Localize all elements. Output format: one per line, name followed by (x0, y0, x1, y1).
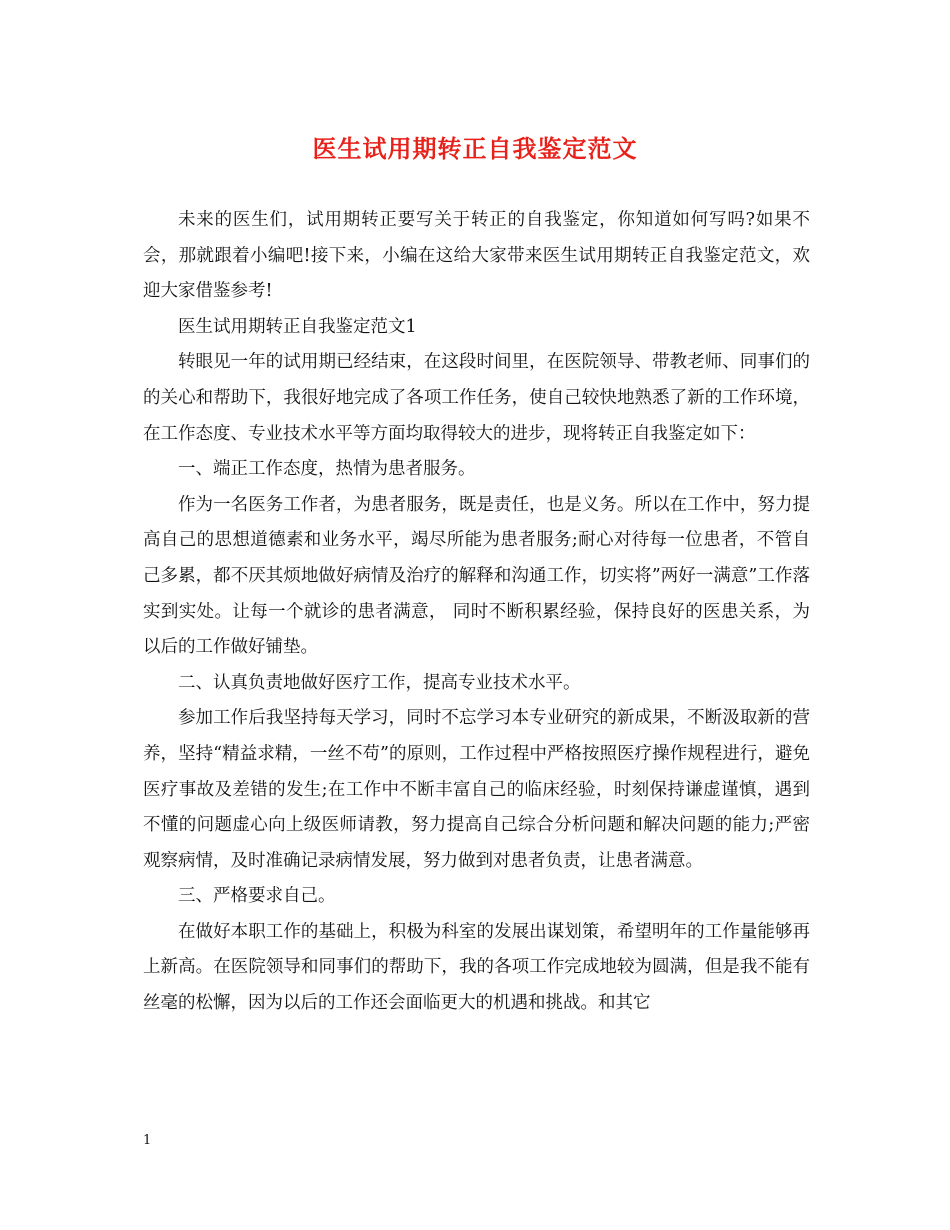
subheading: 三、严格要求自己。 (178, 886, 336, 907)
page-number: 1 (143, 1133, 152, 1148)
section-heading: 医生试用期转正自我鉴定范文1 (178, 316, 417, 337)
body-paragraph: 在做好本职工作的基础上，积极为科室的发展出谋划策，希望明年的工作量能够再上新高。在医院领导和同事们的帮助下，我的各项工作完成地较为圆满，但是我不能有丝毫的松懈，因为以后的工作还会面临更大的机遇和挑战。和其它 (143, 921, 810, 1014)
body-paragraph: 作为一名医务工作者，为患者服务，既是责任，也是义务。所以在工作中，努力提高自己的思想道德素和业务水平，竭尽所能为患者服务;耐心对待每一位患者，不管自己多累，都不厌其烦地做好病情及治疗的解释和沟通工作，切实将”两好一满意”工作落实到实处。让每一个就诊的患者满意， 同时不断积累经验，保持良好的医患关系，为以后的工作做好铺垫。 (143, 494, 810, 658)
document-title: 医生试用期转正自我鉴定范文 (312, 134, 638, 163)
body-paragraph: 参加工作后我坚持每天学习，同时不忘学习本专业研究的新成果，不断汲取新的营养，坚持“精益求精，一丝不苟”的原则，工作过程中严格按照医疗操作规程进行，避免医疗事故及差错的发生;在工作中不断丰富自己的临床经验，时刻保持谦虚谨慎，遇到不懂的问题虚心向上级医师请教，努力提高自己综合分析问题和解决问题的能力;严密观察病情，及时准确记录病情发展，努力做到对患者负责，让患者满意。 (143, 708, 810, 871)
intro-paragraph: 未来的医生们，试用期转正要写关于转正的自我鉴定，你知道如何写吗?如果不会，那就跟着小编吧!接下来，小编在这给大家带来医生试用期转正自我鉴定范文，欢迎大家借鉴参考! (143, 210, 810, 302)
body-paragraph: 转眼见一年的试用期已经结束，在这段时间里，在医院领导、带教老师、同事们的的关心和帮助下，我很好地完成了各项工作任务，使自己较快地熟悉了新的工作环境，在工作态度、专业技术水平等方面均取得较大的进步，现将转正自我鉴定如下： (143, 352, 810, 444)
subheading: 二、认真负责地做好医疗工作，提高专业技术水平。 (178, 672, 581, 693)
document-body (143, 203, 810, 1022)
subheading: 一、端正工作态度，热情为患者服务。 (178, 459, 476, 480)
